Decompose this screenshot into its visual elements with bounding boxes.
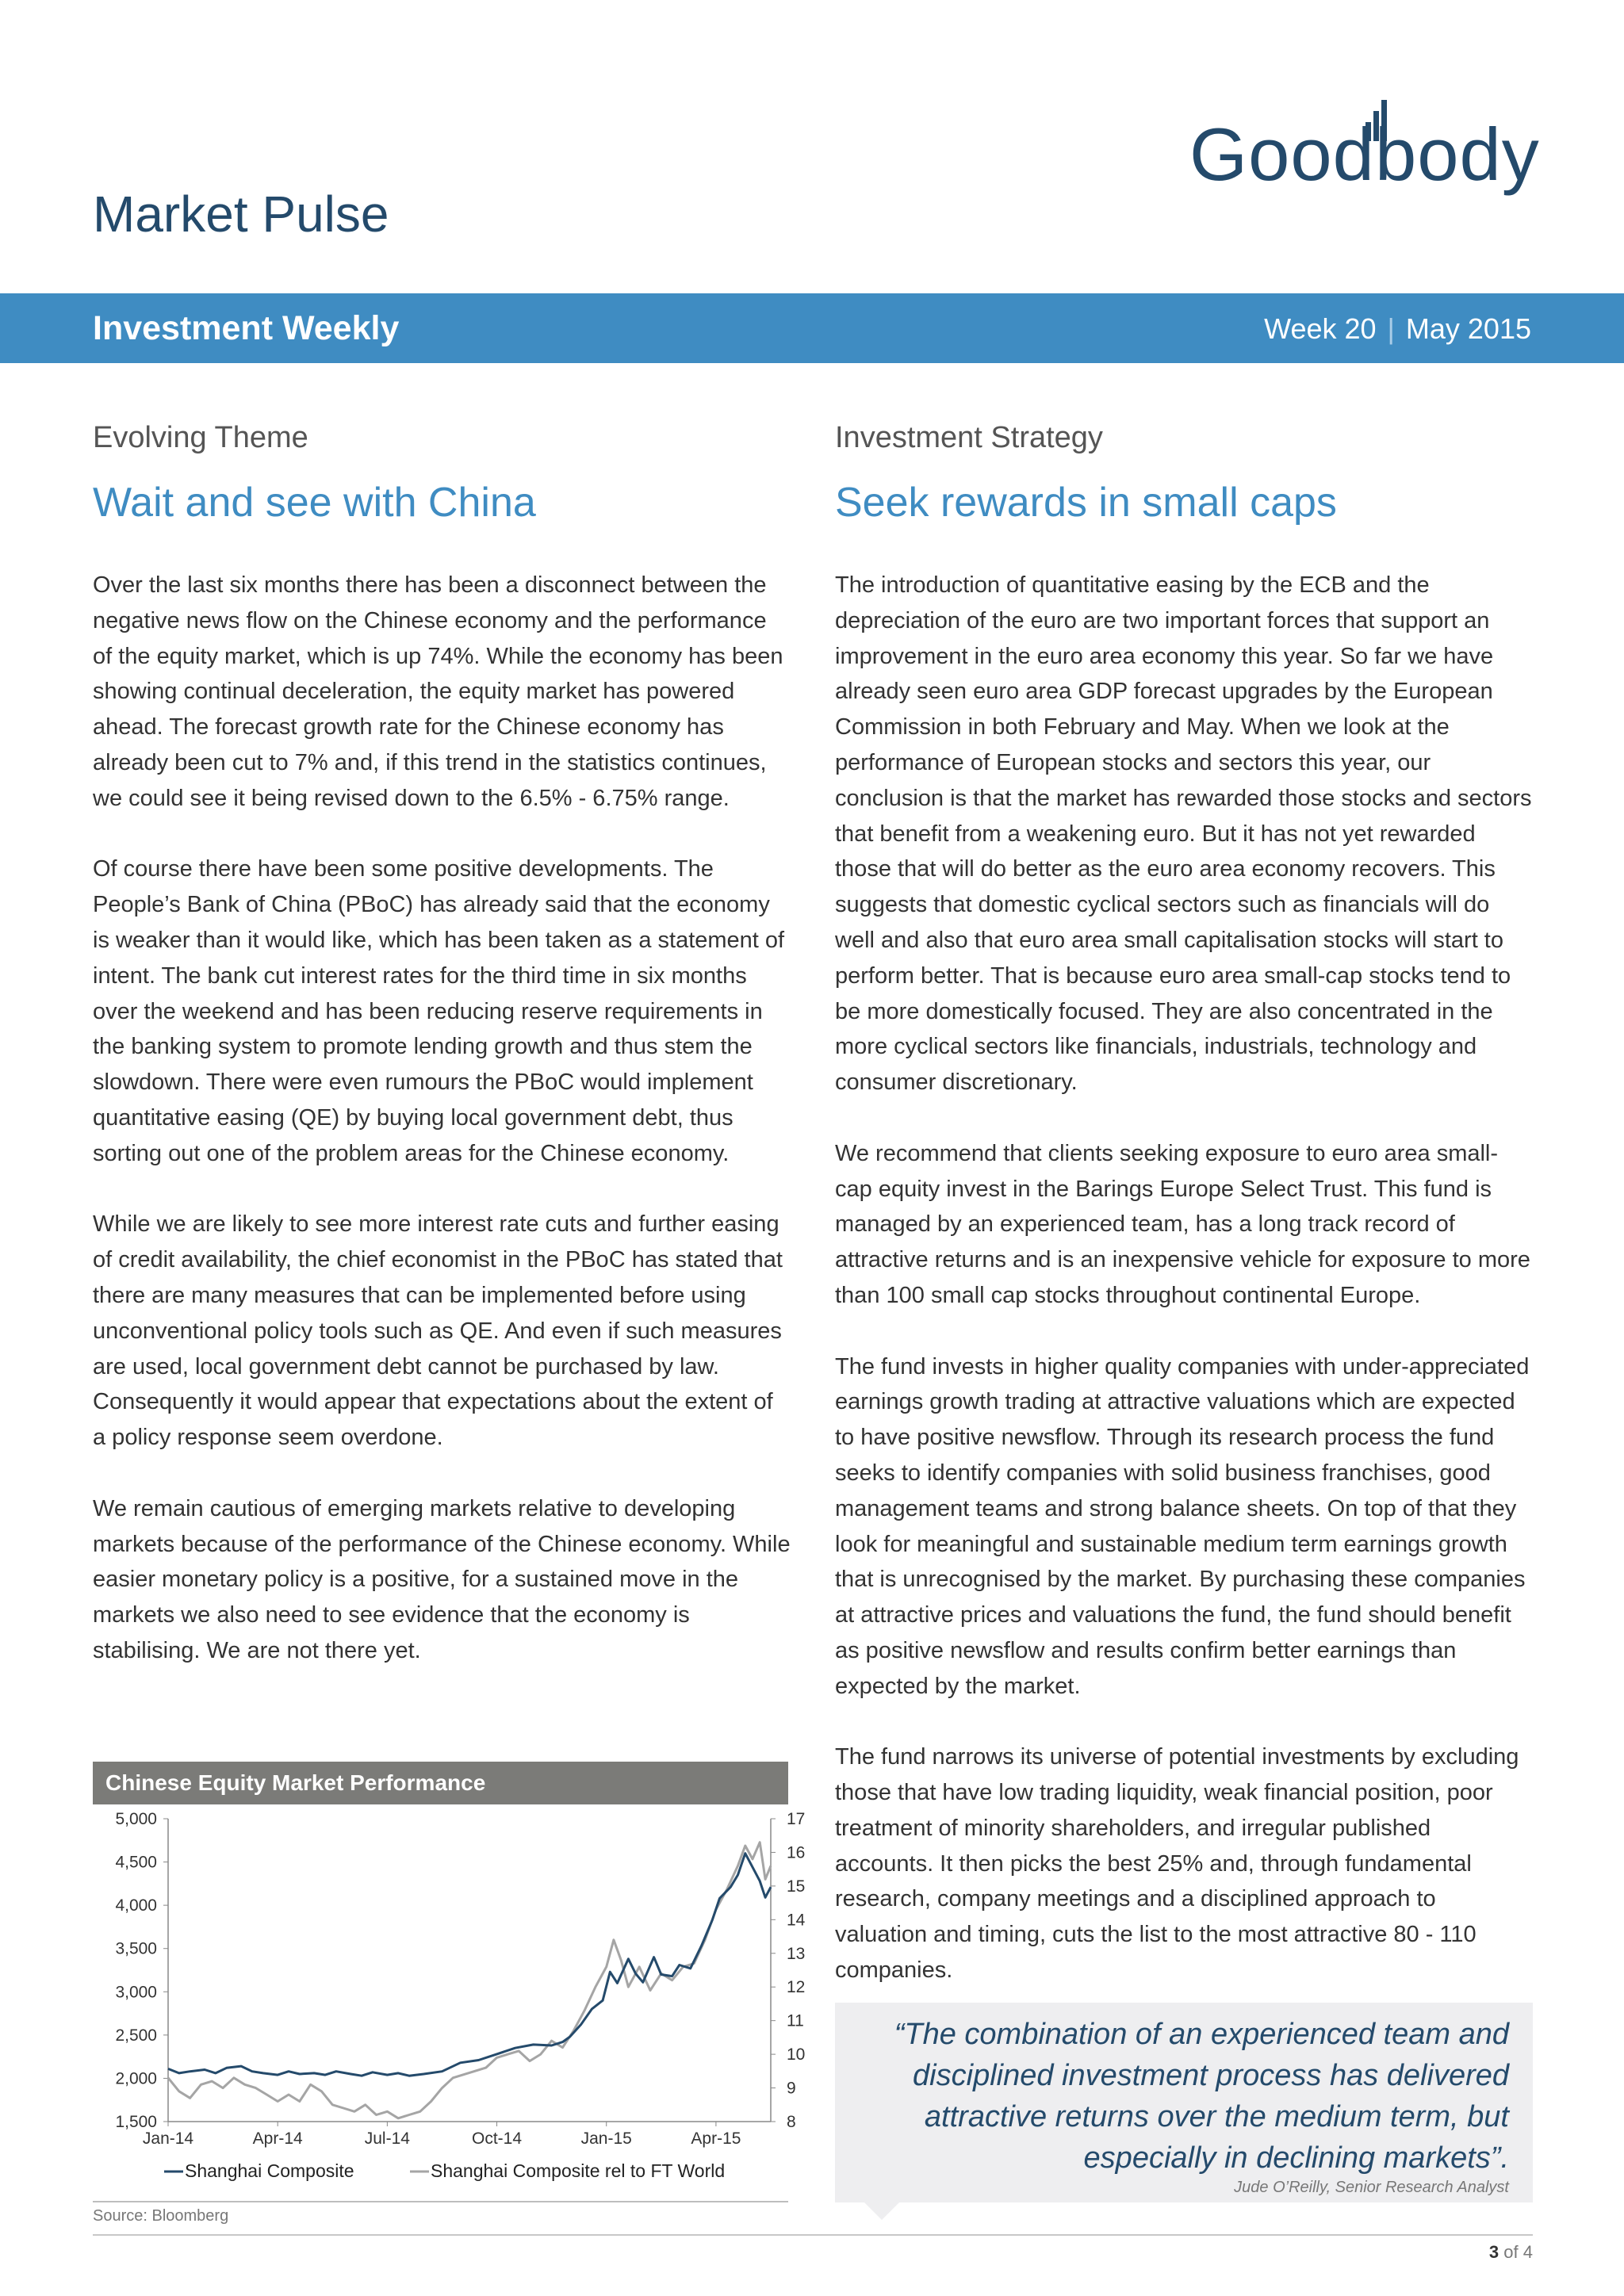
y-right-tick-label: 15 xyxy=(787,1877,806,1896)
y-right-tick-label: 10 xyxy=(787,2045,806,2064)
page-number xyxy=(1489,2241,1533,2264)
issue-week: Week 20 xyxy=(1264,312,1377,345)
header-band xyxy=(0,293,1624,363)
chart-title: Chinese Equity Market Performance xyxy=(105,1770,486,1795)
x-tick-label: Jul-14 xyxy=(364,2130,410,2148)
logo-wordmark: Goodbody xyxy=(1189,113,1540,196)
left-column xyxy=(93,412,791,1705)
issue-date: May 2015 xyxy=(1405,312,1531,345)
y-right-tick-label: 8 xyxy=(787,2113,796,2131)
y-left-tick-label: 2,000 xyxy=(115,2069,157,2088)
x-tick-label: Jan-15 xyxy=(580,2130,632,2148)
right-heading: Seek rewards in small caps xyxy=(835,480,1337,526)
y-right-tick-label: 14 xyxy=(787,1911,806,1930)
y-right-tick-label: 9 xyxy=(787,2079,796,2098)
right-paragraph: The fund narrows its universe of potential investments by excluding those that have low trading liquidity, weak financial position, poor treatment of minority shareholders, and irregular published accounts. It then picks the best 25% and, through fundamental research, company meetings and a disciplined approach to valuation and timing, cuts the list to the most attractive 80 - 110 companies. xyxy=(835,1744,1519,1984)
x-tick-label: Apr-15 xyxy=(691,2130,741,2148)
issue-info xyxy=(1264,311,1531,347)
y-left-tick-label: 1,500 xyxy=(115,2113,157,2131)
y-left-tick-label: 4,000 xyxy=(115,1896,157,1915)
x-tick-label: Apr-14 xyxy=(252,2130,303,2148)
y-right-tick-label: 17 xyxy=(787,1810,806,1828)
y-left-tick-label: 3,500 xyxy=(115,1939,157,1958)
y-left-tick-label: 2,500 xyxy=(115,2026,157,2045)
goodbody-logo xyxy=(1189,87,1538,206)
page-title: Market Pulse xyxy=(93,186,389,243)
chart-bottom-rule xyxy=(93,2201,788,2202)
series-line-shanghai-composite xyxy=(168,1854,771,2076)
y-right-tick-label: 12 xyxy=(787,1978,806,1997)
left-kicker: Evolving Theme xyxy=(93,421,308,454)
right-paragraph: The fund invests in higher quality companies with under-appreciated earnings growth trading at attractive valuations which are expected to have positive newsflow. Through its research process the fund seeks to identify companies with solid business franchises, good management teams and strong balance sheets. On top of that they look for meaningful and sustainable medium term earnings growth that is unrecognised by the market. By purchasing these companies at attractive prices and valuations the fund, the fund should benefit as positive newsflow and results confirm better earnings than expected by the market. xyxy=(835,1353,1530,1699)
right-paragraph: We recommend that clients seeking exposure to euro area small-cap equity invest in the Barings Europe Select Trust. This fund is managed by an experienced team, has a long track record of attractive returns and is an inexpensive vehicle for exposure to more than 100 small cap stocks throughout continental Europe. xyxy=(835,1140,1530,1308)
quote-attribution: Jude O’Reilly, Senior Research Analyst xyxy=(1234,2179,1509,2196)
y-left-tick-label: 3,000 xyxy=(115,1983,157,2002)
legend-label: Shanghai Composite xyxy=(185,2160,354,2181)
right-body xyxy=(835,568,1533,1988)
left-paragraph: Over the last six months there has been a disconnect between the negative news flow on the Chinese economy and the performance of the equity market, which is up 74%. While the economy has been showing continual deceleration, the equity market has powered ahead. The forecast growth rate for the Chinese economy has already been cut to 7% and, if this trend in the statistics continues, we could see it being revised down to the 6.5% - 6.75% range. xyxy=(93,572,783,811)
quote-pointer xyxy=(864,2202,899,2220)
chart-source: Source: Bloomberg xyxy=(93,2207,229,2225)
right-kicker: Investment Strategy xyxy=(835,421,1103,454)
chart-title-bar xyxy=(93,1762,788,1804)
page-total: of 4 xyxy=(1503,2242,1533,2262)
left-paragraph: Of course there have been some positive developments. The People’s Bank of China (PBoC) has already said that the economy is weaker than it would like, which has been taken as a statement of intent. The bank cut interest rates for the third time in six months over the weekend and has been reducing reserve requirements in the banking system to promote lending growth and thus stem the slowdown. There were even rumours the PBoC would implement quantitative easing (QE) by buying local government debt, thus sorting out one of the problem areas for the Chinese economy. xyxy=(93,856,785,1166)
legend-label: Shanghai Composite rel to FT World xyxy=(431,2160,726,2181)
chinese-equity-chart xyxy=(93,1762,806,2206)
quote-text: “The combination of an experienced team and disciplined investment process has delivered attractive returns over the medium term, but especially in declining markets”. xyxy=(894,2018,1509,2175)
right-paragraph: The introduction of quantitative easing by the ECB and the depreciation of the euro are two important forces that support an improvement in the euro area economy this year. So far we have already seen euro area GDP forecast upgrades by the European Commission in both February and May. When we look at the performance of European stocks and sectors this year, our conclusion is that the market has rewarded those stocks and sectors that benefit from a weakening euro. But it has not yet rewarded those that will do better as the euro area economy recovers. This suggests that domestic cyclical sectors such as financials will do well and also that euro area small capitalisation stocks will start to perform better. That is because euro area small-cap stocks tend to be more domestically focused. They are also concentrated in the more cyclical sectors like financials, industrials, technology and consumer discretionary. xyxy=(835,572,1532,1096)
left-heading: Wait and see with China xyxy=(93,480,536,526)
left-body xyxy=(93,568,791,1669)
y-right-tick-label: 11 xyxy=(787,2011,804,2030)
x-tick-label: Oct-14 xyxy=(472,2130,523,2148)
left-paragraph: While we are likely to see more interest rate cuts and further easing of credit availability, the chief economist in the PBoC has stated that there are many measures that can be implemented before using unconventional policy tools such as QE. And even if such measures are used, local government debt cannot be purchased by law. Consequently it would appear that expectations about the extent of a policy response seem overdone. xyxy=(93,1211,783,1451)
footer-rule xyxy=(93,2234,1533,2236)
band-title: Investment Weekly xyxy=(93,309,400,347)
page-current: 3 xyxy=(1488,2242,1500,2262)
issue-separator: | xyxy=(1387,312,1395,345)
y-right-tick-label: 13 xyxy=(787,1944,806,1963)
y-right-tick-label: 16 xyxy=(787,1843,806,1862)
series-line-shanghai-rel-ft-world xyxy=(168,1843,771,2118)
pull-quote xyxy=(835,2003,1533,2202)
y-left-tick-label: 4,500 xyxy=(115,1853,157,1872)
chart-plot xyxy=(93,1804,806,2201)
right-column xyxy=(835,412,1533,2024)
left-paragraph: We remain cautious of emerging markets relative to developing markets because of the performance of the Chinese economy. While easier monetary policy is a positive, for a sustained move in the markets we also need to see evidence that the economy is stabilising. We are not there yet. xyxy=(93,1495,791,1663)
x-tick-label: Jan-14 xyxy=(142,2130,194,2148)
y-left-tick-label: 5,000 xyxy=(115,1810,157,1828)
